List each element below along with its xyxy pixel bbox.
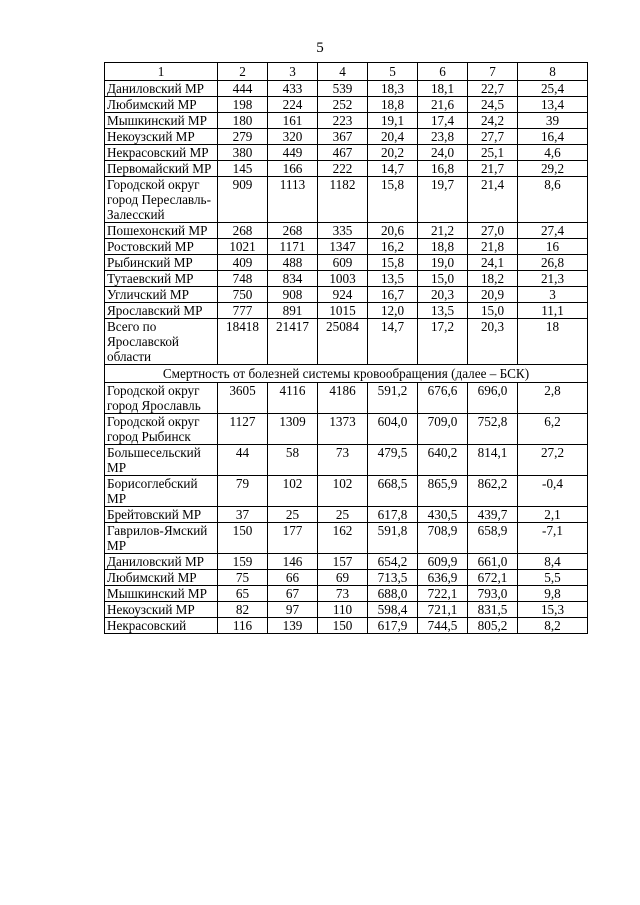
value-cell: 252	[318, 97, 368, 113]
value-cell: 150	[218, 523, 268, 554]
value-cell: 27,2	[518, 445, 588, 476]
value-cell: 180	[218, 113, 268, 129]
table-row	[105, 129, 588, 145]
value-cell: 709,0	[418, 414, 468, 445]
value-cell: 4116	[268, 383, 318, 414]
value-cell: 19,1	[368, 113, 418, 129]
value-cell: 15,0	[468, 303, 518, 319]
value-cell: 2,8	[518, 383, 588, 414]
value-cell: 279	[218, 129, 268, 145]
value-cell: 21,4	[468, 177, 518, 223]
value-cell: 20,9	[468, 287, 518, 303]
value-cell: 320	[268, 129, 318, 145]
value-cell: 18418	[218, 319, 268, 365]
value-cell: 18,3	[368, 81, 418, 97]
territory-cell: Городской округ город Переславль-Залесский	[105, 177, 218, 223]
table-row	[105, 303, 588, 319]
value-cell: 604,0	[368, 414, 418, 445]
page-number: 5	[316, 40, 324, 56]
value-cell: 159	[218, 554, 268, 570]
table-row	[105, 383, 588, 414]
value-cell: 162	[318, 523, 368, 554]
value-cell: 805,2	[468, 618, 518, 634]
value-cell: 13,5	[418, 303, 468, 319]
value-cell: 19,0	[418, 255, 468, 271]
value-cell: 161	[268, 113, 318, 129]
column-header: 8	[518, 63, 588, 81]
value-cell: 79	[218, 476, 268, 507]
value-cell: 14,7	[368, 319, 418, 365]
value-cell: 58	[268, 445, 318, 476]
value-cell: 335	[318, 223, 368, 239]
value-cell: 1171	[268, 239, 318, 255]
value-cell: 16	[518, 239, 588, 255]
value-cell: 591,8	[368, 523, 418, 554]
territory-cell: Борисоглебский МР	[105, 476, 218, 507]
territory-cell: Даниловский МР	[105, 81, 218, 97]
column-header: 6	[418, 63, 468, 81]
territory-cell: Гаврилов-Ямский МР	[105, 523, 218, 554]
table-row	[105, 414, 588, 445]
value-cell: 636,9	[418, 570, 468, 586]
value-cell: 24,1	[468, 255, 518, 271]
territory-cell: Любимский МР	[105, 97, 218, 113]
table-row	[105, 602, 588, 618]
value-cell: 708,9	[418, 523, 468, 554]
value-cell: 15,8	[368, 177, 418, 223]
table-row	[105, 145, 588, 161]
table-row	[105, 113, 588, 129]
value-cell: 722,1	[418, 586, 468, 602]
value-cell: 433	[268, 81, 318, 97]
value-cell: 146	[268, 554, 318, 570]
value-cell: 73	[318, 586, 368, 602]
value-cell: 488	[268, 255, 318, 271]
territory-cell: Ярославский МР	[105, 303, 218, 319]
table-row	[105, 476, 588, 507]
value-cell: 3605	[218, 383, 268, 414]
value-cell: 22,7	[468, 81, 518, 97]
value-cell: 16,7	[368, 287, 418, 303]
value-cell: 2,1	[518, 507, 588, 523]
value-cell: 11,1	[518, 303, 588, 319]
value-cell: 793,0	[468, 586, 518, 602]
value-cell: 752,8	[468, 414, 518, 445]
value-cell: 380	[218, 145, 268, 161]
territory-cell: Некрасовский	[105, 618, 218, 634]
value-cell: 102	[318, 476, 368, 507]
column-header: 4	[318, 63, 368, 81]
value-cell: 66	[268, 570, 318, 586]
value-cell: 82	[218, 602, 268, 618]
territory-cell: Пошехонский МР	[105, 223, 218, 239]
column-header: 7	[468, 63, 518, 81]
value-cell: 24,0	[418, 145, 468, 161]
value-cell: 591,2	[368, 383, 418, 414]
value-cell: 21,3	[518, 271, 588, 287]
column-header: 1	[105, 63, 218, 81]
value-cell: 26,8	[518, 255, 588, 271]
table-row	[105, 177, 588, 223]
value-cell: 661,0	[468, 554, 518, 570]
territory-cell: Городской округ город Ярославль	[105, 383, 218, 414]
value-cell: 777	[218, 303, 268, 319]
value-cell: 688,0	[368, 586, 418, 602]
value-cell: 13,5	[368, 271, 418, 287]
value-cell: 25084	[318, 319, 368, 365]
value-cell: 617,8	[368, 507, 418, 523]
value-cell: 177	[268, 523, 318, 554]
territory-cell: Брейтовский МР	[105, 507, 218, 523]
value-cell: 617,9	[368, 618, 418, 634]
value-cell: 6,2	[518, 414, 588, 445]
value-cell: 18,1	[418, 81, 468, 97]
value-cell: 145	[218, 161, 268, 177]
value-cell: 430,5	[418, 507, 468, 523]
column-header: 5	[368, 63, 418, 81]
value-cell: 21,7	[468, 161, 518, 177]
value-cell: 27,7	[468, 129, 518, 145]
value-cell: 1113	[268, 177, 318, 223]
value-cell: 15,3	[518, 602, 588, 618]
value-cell: 1373	[318, 414, 368, 445]
territory-cell: Некоузский МР	[105, 602, 218, 618]
value-cell: 862,2	[468, 476, 518, 507]
table-row	[105, 271, 588, 287]
value-cell: 97	[268, 602, 318, 618]
value-cell: 222	[318, 161, 368, 177]
territory-cell: Рыбинский МР	[105, 255, 218, 271]
value-cell: 1347	[318, 239, 368, 255]
table-row	[105, 161, 588, 177]
value-cell: 409	[218, 255, 268, 271]
table-row	[105, 586, 588, 602]
territory-cell: Угличский МР	[105, 287, 218, 303]
value-cell: 102	[268, 476, 318, 507]
value-cell: 444	[218, 81, 268, 97]
value-cell: 834	[268, 271, 318, 287]
value-cell: 713,5	[368, 570, 418, 586]
value-cell: 17,2	[418, 319, 468, 365]
value-cell: 29,2	[518, 161, 588, 177]
value-cell: 150	[318, 618, 368, 634]
value-cell: 1127	[218, 414, 268, 445]
value-cell: 18,8	[368, 97, 418, 113]
statistics-table	[104, 62, 588, 634]
value-cell: 8,6	[518, 177, 588, 223]
value-cell: 24,5	[468, 97, 518, 113]
section-row	[105, 365, 588, 383]
value-cell: 4186	[318, 383, 368, 414]
table-row	[105, 255, 588, 271]
territory-cell: Некоузский МР	[105, 129, 218, 145]
value-cell: 223	[318, 113, 368, 129]
value-cell: 909	[218, 177, 268, 223]
value-cell: 14,7	[368, 161, 418, 177]
value-cell: 166	[268, 161, 318, 177]
value-cell: 721,1	[418, 602, 468, 618]
value-cell: 268	[218, 223, 268, 239]
value-cell: 744,5	[418, 618, 468, 634]
value-cell: 25,4	[518, 81, 588, 97]
value-cell: 139	[268, 618, 318, 634]
value-cell: 1309	[268, 414, 318, 445]
column-header: 2	[218, 63, 268, 81]
value-cell: 13,4	[518, 97, 588, 113]
value-cell: 20,4	[368, 129, 418, 145]
table-row	[105, 554, 588, 570]
column-number-row	[105, 63, 588, 81]
value-cell: 865,9	[418, 476, 468, 507]
column-header: 3	[268, 63, 318, 81]
value-cell: 18,2	[468, 271, 518, 287]
value-cell: 891	[268, 303, 318, 319]
value-cell: 24,2	[468, 113, 518, 129]
value-cell: 750	[218, 287, 268, 303]
table-row	[105, 507, 588, 523]
value-cell: 19,7	[418, 177, 468, 223]
value-cell: 23,8	[418, 129, 468, 145]
value-cell: 25	[318, 507, 368, 523]
value-cell: 609,9	[418, 554, 468, 570]
value-cell: 224	[268, 97, 318, 113]
territory-cell: Даниловский МР	[105, 554, 218, 570]
value-cell: 8,4	[518, 554, 588, 570]
table-row	[105, 523, 588, 554]
value-cell: 439,7	[468, 507, 518, 523]
value-cell: 21417	[268, 319, 318, 365]
value-cell: 676,6	[418, 383, 468, 414]
value-cell: 20,3	[468, 319, 518, 365]
value-cell: 924	[318, 287, 368, 303]
value-cell: 27,0	[468, 223, 518, 239]
value-cell: 1182	[318, 177, 368, 223]
value-cell: 15,0	[418, 271, 468, 287]
value-cell: 16,2	[368, 239, 418, 255]
section-title: Смертность от болезней системы кровообращения (далее – БСК)	[105, 365, 588, 383]
value-cell: 157	[318, 554, 368, 570]
territory-cell: Городской округ город Рыбинск	[105, 414, 218, 445]
value-cell: 640,2	[418, 445, 468, 476]
value-cell: 467	[318, 145, 368, 161]
value-cell: 20,2	[368, 145, 418, 161]
value-cell: 479,5	[368, 445, 418, 476]
value-cell: 598,4	[368, 602, 418, 618]
value-cell: 12,0	[368, 303, 418, 319]
value-cell: 539	[318, 81, 368, 97]
value-cell: 658,9	[468, 523, 518, 554]
value-cell: 5,5	[518, 570, 588, 586]
value-cell: 21,2	[418, 223, 468, 239]
value-cell: 15,8	[368, 255, 418, 271]
value-cell: -0,4	[518, 476, 588, 507]
table-body	[105, 63, 588, 634]
value-cell: 268	[268, 223, 318, 239]
value-cell: 75	[218, 570, 268, 586]
value-cell: 25,1	[468, 145, 518, 161]
table-row	[105, 618, 588, 634]
value-cell: 67	[268, 586, 318, 602]
table-row	[105, 223, 588, 239]
value-cell: 16,8	[418, 161, 468, 177]
value-cell: 21,8	[468, 239, 518, 255]
territory-cell: Ростовский МР	[105, 239, 218, 255]
value-cell: 16,4	[518, 129, 588, 145]
value-cell: 18	[518, 319, 588, 365]
value-cell: 17,4	[418, 113, 468, 129]
value-cell: 65	[218, 586, 268, 602]
territory-cell: Мышкинский МР	[105, 113, 218, 129]
value-cell: 198	[218, 97, 268, 113]
value-cell: 367	[318, 129, 368, 145]
value-cell: 18,8	[418, 239, 468, 255]
value-cell: 609	[318, 255, 368, 271]
table-row	[105, 319, 588, 365]
value-cell: 25	[268, 507, 318, 523]
table-row	[105, 97, 588, 113]
value-cell: 21,6	[418, 97, 468, 113]
value-cell: 672,1	[468, 570, 518, 586]
value-cell: 449	[268, 145, 318, 161]
value-cell: 44	[218, 445, 268, 476]
value-cell: 4,6	[518, 145, 588, 161]
value-cell: 39	[518, 113, 588, 129]
territory-cell: Мышкинский МР	[105, 586, 218, 602]
value-cell: 20,3	[418, 287, 468, 303]
value-cell: -7,1	[518, 523, 588, 554]
value-cell: 831,5	[468, 602, 518, 618]
value-cell: 27,4	[518, 223, 588, 239]
value-cell: 8,2	[518, 618, 588, 634]
territory-cell: Тутаевский МР	[105, 271, 218, 287]
value-cell: 814,1	[468, 445, 518, 476]
value-cell: 1015	[318, 303, 368, 319]
value-cell: 654,2	[368, 554, 418, 570]
value-cell: 748	[218, 271, 268, 287]
value-cell: 1003	[318, 271, 368, 287]
value-cell: 696,0	[468, 383, 518, 414]
territory-cell: Некрасовский МР	[105, 145, 218, 161]
table-row	[105, 287, 588, 303]
territory-cell: Первомайский МР	[105, 161, 218, 177]
table-row	[105, 570, 588, 586]
value-cell: 69	[318, 570, 368, 586]
value-cell: 908	[268, 287, 318, 303]
value-cell: 73	[318, 445, 368, 476]
value-cell: 3	[518, 287, 588, 303]
value-cell: 37	[218, 507, 268, 523]
value-cell: 1021	[218, 239, 268, 255]
value-cell: 110	[318, 602, 368, 618]
value-cell: 668,5	[368, 476, 418, 507]
territory-cell: Большесельский МР	[105, 445, 218, 476]
value-cell: 116	[218, 618, 268, 634]
territory-cell: Любимский МР	[105, 570, 218, 586]
value-cell: 9,8	[518, 586, 588, 602]
table-row	[105, 445, 588, 476]
table-row	[105, 81, 588, 97]
value-cell: 20,6	[368, 223, 418, 239]
territory-cell: Всего по Ярославской области	[105, 319, 218, 365]
table-row	[105, 239, 588, 255]
